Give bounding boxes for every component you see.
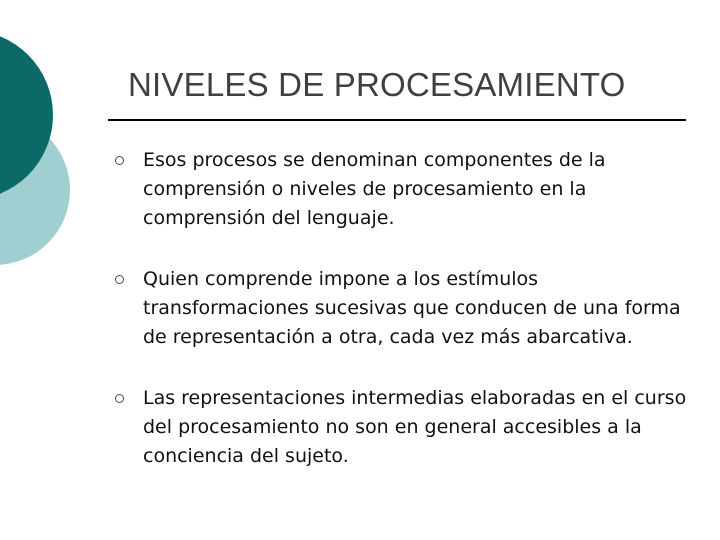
bullet-item — [112, 265, 692, 352]
title-divider — [108, 119, 686, 121]
hollow-circle-bullet-icon — [115, 394, 124, 403]
bullet-text: Quien comprende impone a los estímulos transformaciones sucesivas que conducen de una forma de representación a otra, cada vez más abarcativa. — [143, 268, 681, 348]
bullet-item — [112, 146, 692, 233]
bullet-text: Esos procesos se denominan componentes de la comprensión o niveles de procesamiento en la comprensión del lenguaje. — [143, 149, 606, 229]
bullet-list — [112, 146, 692, 471]
hollow-circle-bullet-icon — [115, 275, 124, 284]
bullet-text: Las representaciones intermedias elaboradas en el curso del procesamiento no son en general accesibles a la conciencia del sujeto. — [143, 387, 687, 467]
slide-title: NIVELES DE PROCESAMIENTO — [128, 66, 626, 103]
decorative-circles — [0, 0, 120, 300]
hollow-circle-bullet-icon — [115, 156, 124, 165]
bullet-item — [112, 384, 692, 471]
